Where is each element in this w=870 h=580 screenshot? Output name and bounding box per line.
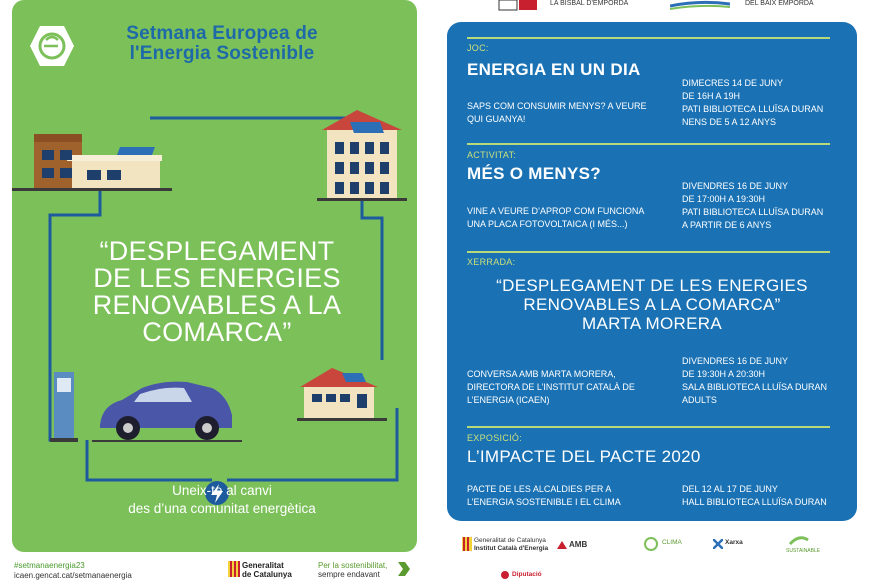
sustainable-energy-logo-icon xyxy=(788,534,810,548)
schedule-line: ADULTS xyxy=(682,395,717,405)
description-line: L’ENERGIA SOSTENIBLE I EL CLIMA xyxy=(467,497,621,507)
schedule-line: HALL BIBLIOTECA LLUÏSA DURAN xyxy=(682,497,827,507)
poster-title-line: Setmana Europea de xyxy=(126,23,318,44)
electric-car-icon xyxy=(92,382,242,442)
arrow-right-icon xyxy=(398,562,410,576)
poster-quote xyxy=(67,238,367,346)
generalitat-line: de Catalunya xyxy=(242,570,292,579)
section-description xyxy=(467,100,667,126)
gencat-text xyxy=(474,537,548,553)
sustainable-text: SUSTAINABLE xyxy=(786,548,821,554)
section-tag: XERRADA: xyxy=(467,257,516,267)
xarxa-text: Xarxa xyxy=(725,539,743,546)
clima-logo-icon xyxy=(642,537,660,551)
schedule-line: DIVENDRES 16 DE JUNY xyxy=(682,181,789,191)
title-line: MARTA MORERA xyxy=(582,314,722,333)
title-line: RENOVABLES A LA COMARCA” xyxy=(523,295,781,314)
section-schedule xyxy=(682,77,852,129)
description-line: L’ENERGIA (ICAEN) xyxy=(467,395,550,405)
generalitat-logo-icon xyxy=(228,561,240,577)
baix-emporda-text: DEL BAIX EMPORDÀ xyxy=(745,0,814,7)
diputacio-text: Diputació xyxy=(512,571,542,578)
divider xyxy=(467,426,830,428)
baix-emporda-logo-icon xyxy=(670,0,730,10)
poster-quote-line: RENOVABLES A LA xyxy=(92,290,342,320)
slogan-line: Per la sostenibilitat, xyxy=(318,561,388,570)
bisbal-text: LA BISBAL D’EMPORDÀ xyxy=(550,0,629,7)
section-schedule xyxy=(682,483,852,509)
divider xyxy=(467,37,830,39)
poster-quote-line: COMARCA” xyxy=(142,317,292,347)
apartment-building-icon xyxy=(317,110,407,201)
description-line: QUI GUANYA! xyxy=(467,114,526,124)
schedule-line: PATI BIBLIOTECA LLUÏSA DURAN xyxy=(682,104,824,114)
house-left-icon xyxy=(12,134,172,191)
section-description xyxy=(467,483,667,509)
gencat-line: Institut Català d'Energia xyxy=(474,545,549,552)
xarxa-logo-icon xyxy=(713,539,723,549)
poster-title-line: l'Energia Sostenible xyxy=(129,43,315,64)
description-line: CONVERSA AMB MARTA MORERA, xyxy=(467,369,616,379)
gencat-line: Generalitat de Catalunya xyxy=(474,537,546,544)
generalitat-logo-text xyxy=(242,561,292,579)
schedule-line: SALA BIBLIOTECA LLUÏSA DURAN xyxy=(682,382,828,392)
schedule-line: DE 16H A 19H xyxy=(682,91,741,101)
section-description xyxy=(467,368,667,407)
schedule-line: A PARTIR DE 6 ANYS xyxy=(682,220,772,230)
section-schedule xyxy=(682,180,852,232)
sponsor-logos xyxy=(460,532,860,580)
description-line: PACTE DE LES ALCALDIES PER A xyxy=(467,484,612,494)
tagline-line: Uneix-te al canvi xyxy=(172,483,272,498)
description-line: UNA PLACA FOTOVOLTAICA (I MÉS...) xyxy=(467,219,628,229)
events-panel xyxy=(447,22,857,521)
poster-url[interactable]: icaen.gencat.cat/setmanaenergia xyxy=(14,571,132,580)
section-tag: ACTIVITAT: xyxy=(467,150,517,160)
description-line: DIRECTORA DE L’INSTITUT CATALÀ DE xyxy=(467,382,635,392)
bisbal-crest-icon xyxy=(495,0,545,12)
poster xyxy=(12,0,417,552)
generalitat-line: Generalitat xyxy=(242,561,284,570)
poster-quote-line: “DESPLEGAMENT xyxy=(99,236,335,266)
tagline-line: des d’una comunitat energètica xyxy=(128,501,316,516)
ev-charger-icon xyxy=(50,372,78,442)
section-description xyxy=(467,205,667,231)
divider xyxy=(467,251,830,253)
schedule-line: DE 19:30H A 20:30H xyxy=(682,369,766,379)
section-tag: JOC: xyxy=(467,43,489,53)
schedule-line: DE 17:00H A 19:30H xyxy=(682,194,766,204)
description-line: SAPS COM CONSUMIR MENYS? A VEURE xyxy=(467,101,647,111)
description-line: VINE A VEURE D’APROP COM FUNCIONA xyxy=(467,206,645,216)
sustainability-slogan xyxy=(318,561,387,579)
schedule-line: PATI BIBLIOTECA LLUÏSA DURAN xyxy=(682,207,824,217)
amb-logo-icon xyxy=(557,541,567,549)
hashtag: #setmanaenergia23 xyxy=(14,561,85,570)
schedule-line: NENS DE 5 A 12 ANYS xyxy=(682,117,777,127)
section-schedule xyxy=(682,355,852,407)
section-title xyxy=(447,276,857,333)
poster-quote-line: DE LES ENERGIES xyxy=(93,263,341,293)
section-title: ENERGIA EN UN DIA xyxy=(467,60,641,79)
house-right-icon xyxy=(297,368,387,421)
poster-tagline xyxy=(72,482,372,518)
schedule-line: DIMECRES 14 DE JUNY xyxy=(682,78,784,88)
title-line: “DESPLEGAMENT DE LES ENERGIES xyxy=(496,276,808,295)
diputacio-logo-icon xyxy=(500,570,510,580)
slogan-line: sempre endavant xyxy=(318,570,380,579)
amb-text: AMB xyxy=(569,540,588,549)
gencat-logo-icon xyxy=(462,537,472,551)
section-title: L’IMPACTE DEL PACTE 2020 xyxy=(467,447,701,466)
section-tag: EXPOSICIÓ: xyxy=(467,433,523,443)
clima-text: CLIMA xyxy=(662,539,682,546)
section-title: MÉS O MENYS? xyxy=(467,164,601,183)
schedule-line: DIVENDRES 16 DE JUNY xyxy=(682,356,789,366)
divider xyxy=(467,143,830,145)
schedule-line: DEL 12 AL 17 DE JUNY xyxy=(682,484,778,494)
